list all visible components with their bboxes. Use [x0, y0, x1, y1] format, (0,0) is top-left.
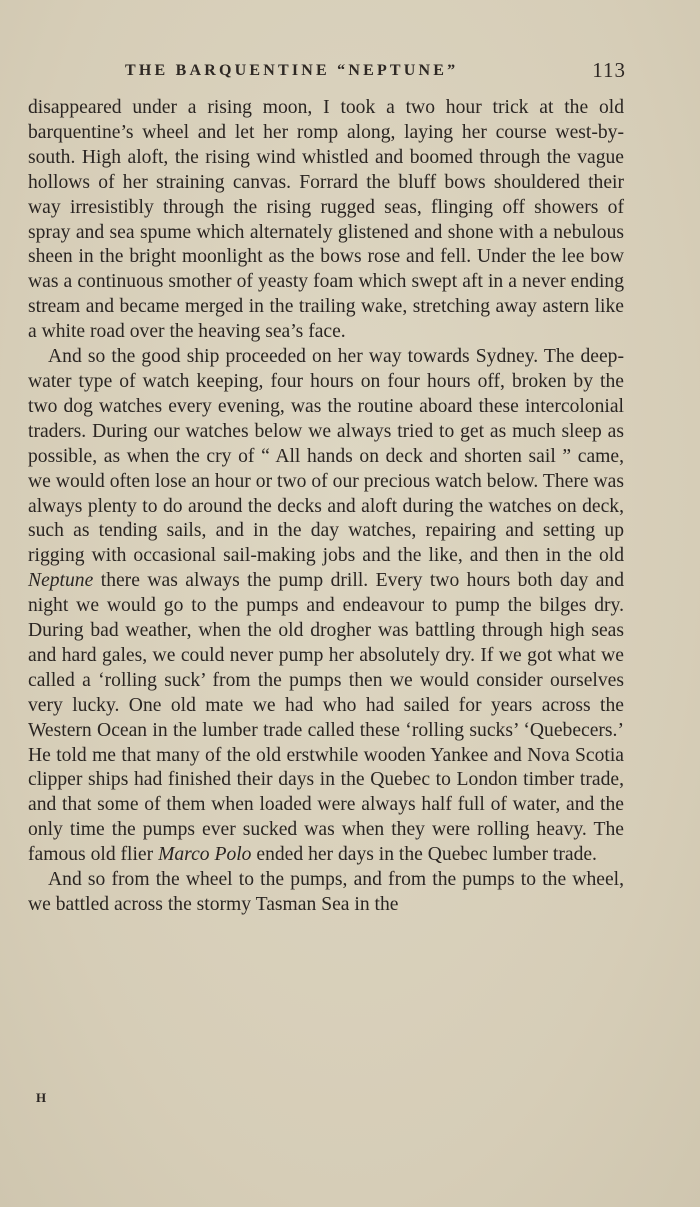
- ship-name-neptune: Neptune: [28, 570, 94, 592]
- text-segment: disappeared under a rising moon, I took a two hour trick at the old barquentine’s wheel and let her romp along, laying her course west-by-south. High aloft, the rising wind whistled and boomed through the vague hollows of her straining canvas. Forrard the bluff bows shouldered their way irresistibly through the rising rugged seas, flinging off showers of spray and sea spume which alternately glistened and shone with a nebulous sheen in the bright moonlight as the bows rose and fell. Under the lee bow was a continuous smother of yeasty foam which swept aft in a never ending stream and became merged in the trailing wake, stretching away astern like a white road over the heaving sea’s face.: [28, 97, 624, 343]
- text-segment: And so the good ship proceeded on her way towards Sydney. The deep-water type of watch keeping, four hours on four hours off, broken by the two dog watches every evening, was the routine aboard these intercolonial traders. During our watches below we always tried to get as much sleep as possible, as when the cry of “ All hands on deck and shorten sail ” came, we would often lose an hour or two of our precious watch below. There was always plenty to do around the decks and aloft during the watches on deck, such as tending sails, and in the day watches, repairing and setting up rigging with occasional sail-making jobs and the like, and then in the old: [28, 346, 624, 567]
- ship-name-marco-polo: Marco Polo: [158, 844, 252, 866]
- running-title: THE BARQUENTINE “NEPTUNE”: [125, 62, 459, 79]
- text-segment: ended her days in the Quebec lumber trade.: [251, 844, 597, 866]
- text-segment: And so from the wheel to the pumps, and from the pumps to the wheel, we battled across the stormy Tasman Sea in the: [28, 869, 624, 915]
- paragraph-voyage-routine: [28, 345, 624, 868]
- text-segment: there was always the pump drill. Every two hours both day and night we would go to the pumps and endeavour to pump the bilges dry. During bad weather, when the old drogher was battling through high seas and hard gales, we could never pump her absolutely dry. If we got what we called a ‘rolling suck’ from the pumps then we would consider ourselves very lucky. One old mate we had who had sailed for years across the Western Ocean in the lumber trade called these ‘rolling sucks’ ‘Quebecers.’ He told me that many of the old erstwhile wooden Yankee and Nova Scotia clipper ships had finished their days in the Quebec to London timber trade, and that some of them when loaded were always half full of water, and the only time the pumps ever sucked was when they were rolling heavy. The famous old flier: [28, 570, 624, 866]
- signature-mark: H: [36, 1090, 48, 1105]
- running-head: [28, 58, 626, 86]
- paragraph-continued: [28, 96, 624, 345]
- paragraph-tasman-crossing: [28, 868, 624, 918]
- body-text: [28, 96, 624, 918]
- page-number: 113: [592, 58, 626, 82]
